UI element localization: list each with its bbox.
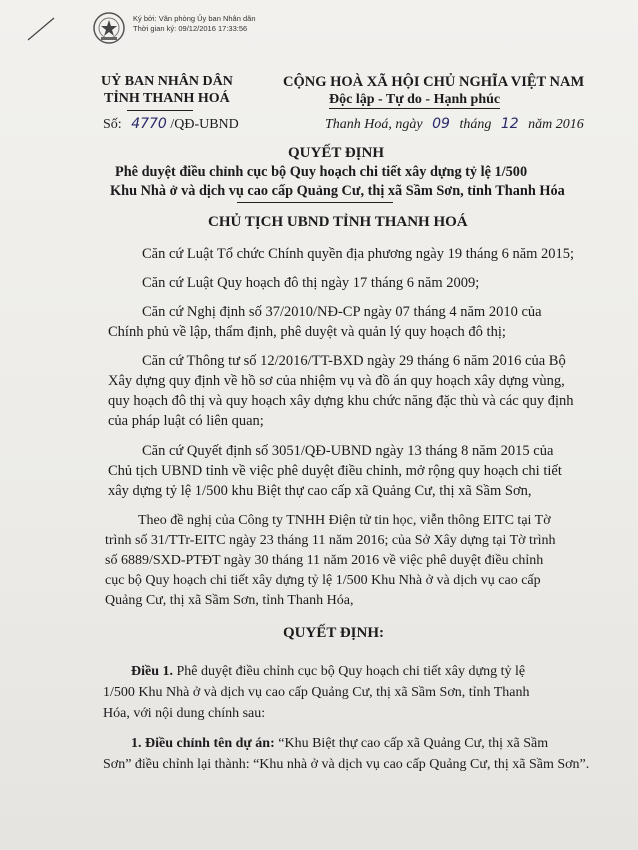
- national-emblem-icon: [92, 11, 126, 45]
- issuing-authority: CHỦ TỊCH UBND TỈNH THANH HOÁ: [208, 214, 468, 230]
- basis-line: cục bộ Quy hoạch chi tiết xây dựng tỷ lệ 1/500 Khu Nhà ở và dịch vụ cao cấp: [105, 573, 541, 588]
- basis-line: Xây dựng quy định về hồ sơ của nhiệm vụ và đồ án quy hoạch xây dựng vùng,: [108, 373, 565, 389]
- number-handwritten: 4770: [131, 116, 167, 132]
- decision-subject-line1: Phê duyệt điều chỉnh cục bộ Quy hoạch chi tiết xây dựng tỷ lệ 1/500: [115, 164, 528, 180]
- date-year: năm 2016: [528, 117, 584, 132]
- article1-line1: [131, 661, 525, 683]
- date-day: 09: [432, 116, 450, 132]
- basis-line: quy hoạch đô thị và quy hoạch xây dựng khu chức năng đặc thù và các quy định: [108, 393, 574, 409]
- digital-signature-time: Thời gian ký: 09/12/2016 17:33:56: [133, 24, 248, 33]
- basis-line: Quảng Cư, thị xã Sầm Sơn, tỉnh Thanh Hóa,: [105, 593, 354, 608]
- item1-text: “Khu Biệt thự cao cấp xã Quảng Cư, thị xã Sầm: [274, 736, 549, 751]
- basis-line: xây dựng tỷ lệ 1/500 khu Biệt thự cao cấp xã Quảng Cư, thị xã Sầm Sơn,: [108, 483, 532, 499]
- item1-line1: [131, 733, 548, 755]
- article1-line3: Hóa, với nội dung chính sau:: [103, 706, 266, 721]
- agency-underline: [127, 110, 193, 111]
- document-number: [103, 116, 239, 133]
- issue-date: [325, 116, 584, 133]
- decision-subject-line2: Khu Nhà ở và dịch vụ cao cấp Quảng Cư, thị xã Sầm Sơn, tỉnh Thanh Hóa: [110, 183, 565, 199]
- date-month: 12: [500, 116, 519, 132]
- basis-line: Căn cứ Luật Quy hoạch đô thị ngày 17 tháng 6 năm 2009;: [142, 275, 480, 291]
- article1-line2: 1/500 Khu Nhà ở và dịch vụ cao cấp Quảng Cư, thị xã Sầm Sơn, tỉnh Thanh: [103, 685, 530, 700]
- decides-heading: QUYẾT ĐỊNH:: [283, 625, 384, 641]
- basis-line: Căn cứ Nghị định số 37/2010/NĐ-CP ngày 07 tháng 4 năm 2010 của: [142, 304, 542, 320]
- motto-text: Độc lập - Tự do - Hạnh phúc: [329, 92, 501, 107]
- national-motto: [329, 92, 500, 108]
- basis-line: Chủ tịch UBND tỉnh về việc phê duyệt điều chỉnh, mở rộng quy hoạch chi tiết: [108, 463, 562, 479]
- republic-name: CỘNG HOÀ XÃ HỘI CHỦ NGHĨA VIỆT NAM: [283, 74, 585, 90]
- item1-line2: Sơn” điều chỉnh lại thành: “Khu nhà ở và dịch vụ cao cấp Quảng Cư, thị xã Sầm Sơn”.: [103, 757, 590, 772]
- basis-line: Chính phủ về lập, thẩm định, phê duyệt và quản lý quy hoạch đô thị;: [108, 324, 506, 340]
- basis-line: Căn cứ Luật Tổ chức Chính quyền địa phương ngày 19 tháng 6 năm 2015;: [142, 246, 575, 262]
- basis-line: Căn cứ Quyết định số 3051/QĐ-UBND ngày 13 tháng 8 năm 2015 của: [142, 443, 554, 459]
- decision-title: QUYẾT ĐỊNH: [288, 145, 384, 161]
- number-suffix: /QĐ-UBND: [170, 117, 239, 132]
- agency-name-line2: TỈNH THANH HOÁ: [104, 91, 230, 106]
- basis-line: số 6889/SXD-PTĐT ngày 30 tháng 11 năm 2016 về việc phê duyệt điều chỉnh: [105, 553, 544, 568]
- number-prefix: Số:: [103, 117, 122, 132]
- agency-name-line1: UỶ BAN NHÂN DÂN: [101, 74, 233, 89]
- basis-line: của pháp luật có liên quan;: [108, 413, 264, 429]
- article1-text: Phê duyệt điều chỉnh cục bộ Quy hoạch chi tiết xây dựng tỷ lệ: [173, 664, 526, 679]
- date-month-label: tháng: [459, 117, 492, 132]
- date-prefix: Thanh Hoá, ngày: [325, 117, 423, 132]
- basis-line: Căn cứ Thông tư số 12/2016/TT-BXD ngày 29 tháng 6 năm 2016 của Bộ: [142, 353, 566, 369]
- basis-line: Theo đề nghị của Công ty TNHH Điện tử tin học, viễn thông EITC tại Tờ: [138, 513, 551, 528]
- subject-underline: [237, 202, 393, 203]
- article1-label: Điều 1.: [131, 664, 173, 679]
- pen-mark: [24, 14, 64, 44]
- item1-label: 1. Điều chỉnh tên dự án:: [131, 736, 275, 751]
- digital-signature-signer: Ký bởi: Văn phòng Ủy ban Nhân dân: [133, 14, 256, 23]
- basis-line: trình số 31/TTr-EITC ngày 23 tháng 11 năm 2016; của Sở Xây dựng tại Tờ trình: [105, 533, 556, 548]
